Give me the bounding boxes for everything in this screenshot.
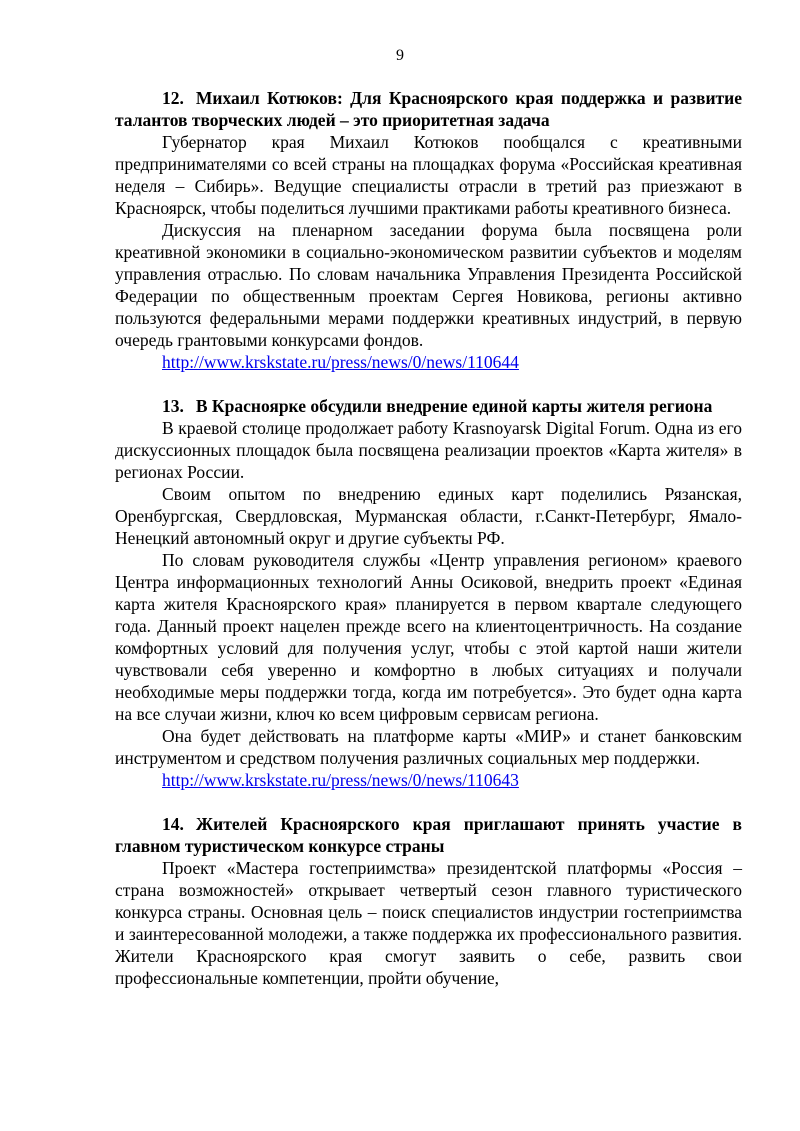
news-source-link[interactable]: http://www.krskstate.ru/press/news/0/news/110643 [162, 770, 519, 790]
news-paragraph: Дискуссия на пленарном заседании форума была посвящена роли креативной экономики в социально-экономическом развитии субъектов и моделям управления отраслью. По словам начальника Управления Президента Российской Федерации по общественным проектам Сергея Новикова, регионы активно пользуются федеральными мерами поддержки креативных индустрий, в первую очередь грантовыми конкурсами фондов. [115, 220, 742, 350]
news-link-line [115, 769, 742, 791]
news-paragraph: В краевой столице продолжает работу Krasnoyarsk Digital Forum. Одна из его дискуссионных площадок была посвящена реализации проектов «Карта жителя» в регионах России. [115, 418, 742, 482]
news-item-13 [115, 395, 742, 791]
news-number: 12. [162, 88, 184, 108]
news-paragraph: По словам руководителя службы «Центр управления регионом» краевого Центра информационных технологий Анны Осиковой, внедрить проект «Единая карта жителя Красноярского края» планируется в первом квартале следующего года. Данный проект нацелен прежде всего на клиентоцентричность. На создание комфортных условий для получения услуг, чтобы с этой картой наши жители чувствовали себя уверенно и комфортно в любых ситуациях и получали необходимые меры поддержки тогда, когда им потребуется». Это будет одна карта на все случаи жизни, ключ ко всем цифровым сервисам региона. [115, 550, 742, 724]
news-number: 13. [162, 396, 184, 416]
news-source-link[interactable]: http://www.krskstate.ru/press/news/0/news/110644 [162, 352, 519, 372]
page-number: 9 [396, 47, 404, 64]
news-heading [115, 395, 742, 417]
news-heading [115, 813, 742, 857]
news-paragraph: Проект «Мастера гостеприимства» президентской платформы «Россия – страна возможностей» открывает четвертый сезон главного туристического конкурса страны. Основная цель – поиск специалистов индустрии гостеприимства и заинтересованной молодежи, а также поддержка их профессионального развития. Жители Красноярского края смогут заявить о себе, развить свои профессиональные компетенции, пройти обучение, [115, 858, 742, 988]
news-item-14 [115, 813, 742, 989]
news-title: В Красноярке обсудили внедрение единой карты жителя региона [195, 396, 713, 416]
document-body [115, 87, 742, 989]
news-item-12 [115, 87, 742, 373]
news-heading [115, 87, 742, 131]
news-title: Михаил Котюков: Для Красноярского края поддержка и развитие талантов творческих людей – это приоритетная задача [115, 88, 742, 130]
news-paragraph: Губернатор края Михаил Котюков пообщался с креативными предпринимателями со всей страны на площадках форума «Российская креативная неделя – Сибирь». Ведущие специалисты отрасли в третий раз приезжают в Красноярск, чтобы поделиться лучшими практиками работы креативного бизнеса. [115, 132, 742, 218]
news-paragraph: Она будет действовать на платформе карты «МИР» и станет банковским инструментом и средством получения различных социальных мер поддержки. [115, 726, 742, 768]
news-link-line [115, 351, 742, 373]
news-number: 14. [162, 814, 184, 834]
news-title: Жителей Красноярского края приглашают принять участие в главном туристическом конкурсе страны [115, 814, 742, 856]
news-paragraph: Своим опытом по внедрению единых карт поделились Рязанская, Оренбургская, Свердловская, Мурманская области, г.Санкт-Петербург, Ямало-Ненецкий автономный округ и другие субъекты РФ. [115, 484, 742, 548]
